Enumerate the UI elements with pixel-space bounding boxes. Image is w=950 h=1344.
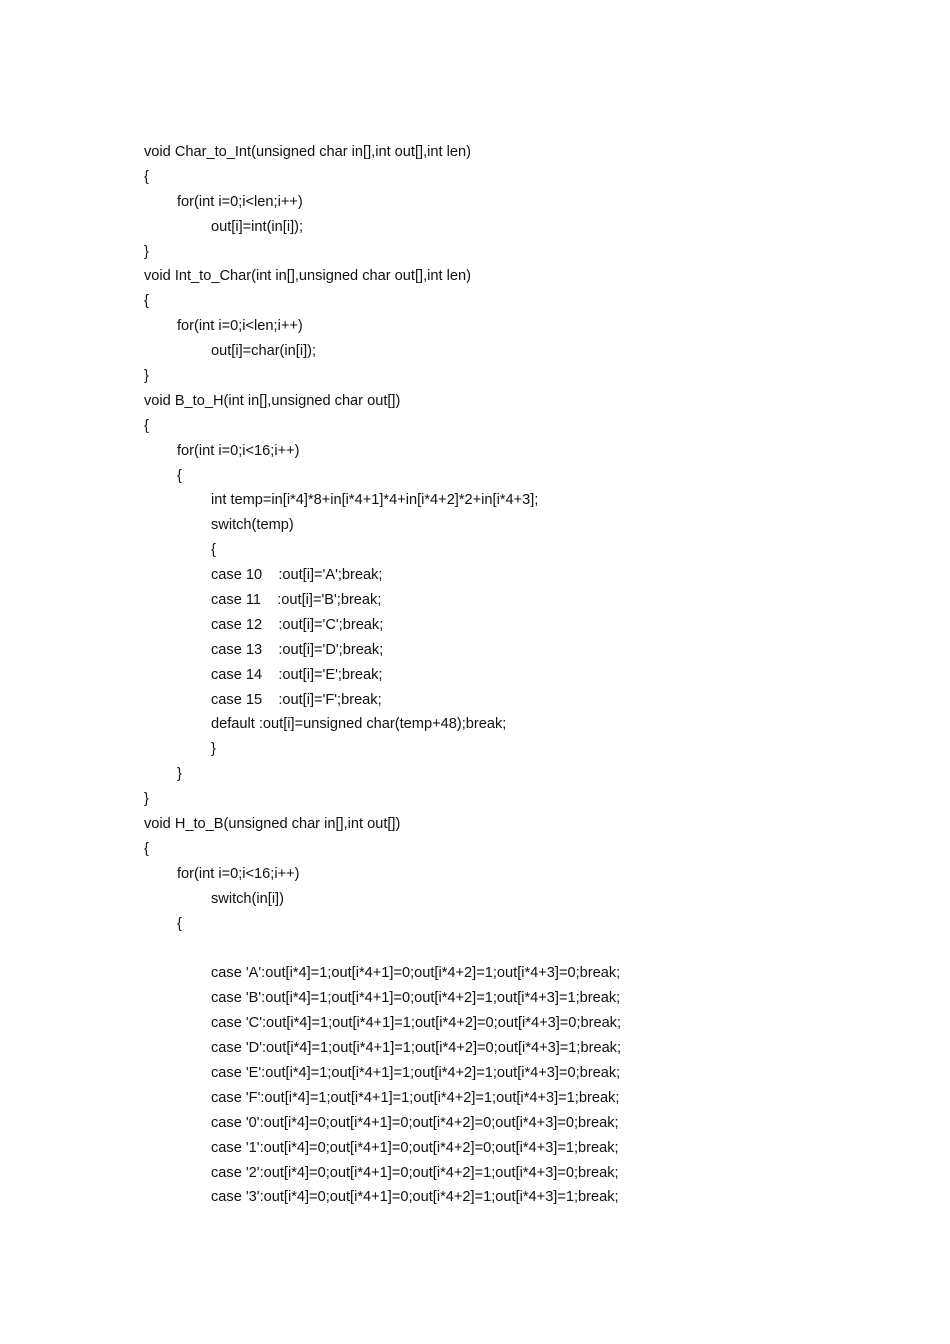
code-line: {	[144, 168, 149, 185]
code-line: {	[177, 467, 182, 484]
code-line: default :out[i]=unsigned char(temp+48);break;	[211, 716, 507, 733]
code-line: {	[177, 915, 182, 932]
code-line: case 14 :out[i]='E';break;	[211, 666, 383, 683]
code-line: for(int i=0;i<16;i++)	[177, 865, 300, 882]
code-line: {	[211, 542, 216, 559]
code-line: }	[177, 766, 182, 783]
code-line: {	[144, 293, 149, 310]
code-line: }	[144, 791, 149, 808]
code-line: case 13 :out[i]='D';break;	[211, 641, 384, 658]
code-line: void B_to_H(int in[],unsigned char out[])	[144, 392, 401, 409]
code-line: switch(temp)	[211, 517, 294, 534]
code-line: case 10 :out[i]='A';break;	[211, 567, 383, 584]
code-line: case 'A':out[i*4]=1;out[i*4+1]=0;out[i*4+2]=1;out[i*4+3]=0;break;	[211, 965, 621, 982]
code-listing	[144, 140, 924, 1210]
code-line: case '0':out[i*4]=0;out[i*4+1]=0;out[i*4+2]=0;out[i*4+3]=0;break;	[211, 1114, 619, 1131]
code-line	[144, 937, 924, 962]
code-line: case 'B':out[i*4]=1;out[i*4+1]=0;out[i*4+2]=1;out[i*4+3]=1;break;	[211, 990, 621, 1007]
code-line: case 12 :out[i]='C';break;	[211, 616, 384, 633]
code-line: for(int i=0;i<len;i++)	[177, 193, 303, 210]
code-line: {	[144, 417, 149, 434]
code-line: void Int_to_Char(int in[],unsigned char out[],int len)	[144, 268, 471, 285]
code-line: case 'D':out[i*4]=1;out[i*4+1]=1;out[i*4+2]=0;out[i*4+3]=1;break;	[211, 1040, 622, 1057]
code-line: case 'E':out[i*4]=1;out[i*4+1]=1;out[i*4+2]=1;out[i*4+3]=0;break;	[211, 1064, 621, 1081]
code-line: }	[144, 243, 149, 260]
code-line: for(int i=0;i<len;i++)	[177, 318, 303, 335]
code-line: out[i]=char(in[i]);	[211, 343, 317, 360]
code-line: case 'C':out[i*4]=1;out[i*4+1]=1;out[i*4+2]=0;out[i*4+3]=0;break;	[211, 1015, 622, 1032]
code-line: switch(in[i])	[211, 890, 284, 907]
code-line: }	[144, 368, 149, 385]
code-line: case '2':out[i*4]=0;out[i*4+1]=0;out[i*4+2]=1;out[i*4+3]=0;break;	[211, 1164, 619, 1181]
code-line: void Char_to_Int(unsigned char in[],int out[],int len)	[144, 144, 471, 160]
code-line: {	[144, 840, 149, 857]
code-line: out[i]=int(in[i]);	[211, 218, 304, 235]
code-line: case '3':out[i*4]=0;out[i*4+1]=0;out[i*4+2]=1;out[i*4+3]=1;break;	[211, 1189, 619, 1206]
code-line: case '1':out[i*4]=0;out[i*4+1]=0;out[i*4+2]=0;out[i*4+3]=1;break;	[211, 1139, 619, 1156]
code-line: }	[211, 741, 216, 758]
code-line: case 11 :out[i]='B';break;	[211, 592, 382, 609]
code-line: for(int i=0;i<16;i++)	[177, 442, 300, 459]
code-line: case 'F':out[i*4]=1;out[i*4+1]=1;out[i*4+2]=1;out[i*4+3]=1;break;	[211, 1089, 620, 1106]
code-line: case 15 :out[i]='F';break;	[211, 691, 382, 708]
code-line: void H_to_B(unsigned char in[],int out[])	[144, 816, 401, 833]
code-line: int temp=in[i*4]*8+in[i*4+1]*4+in[i*4+2]*2+in[i*4+3];	[211, 492, 539, 509]
